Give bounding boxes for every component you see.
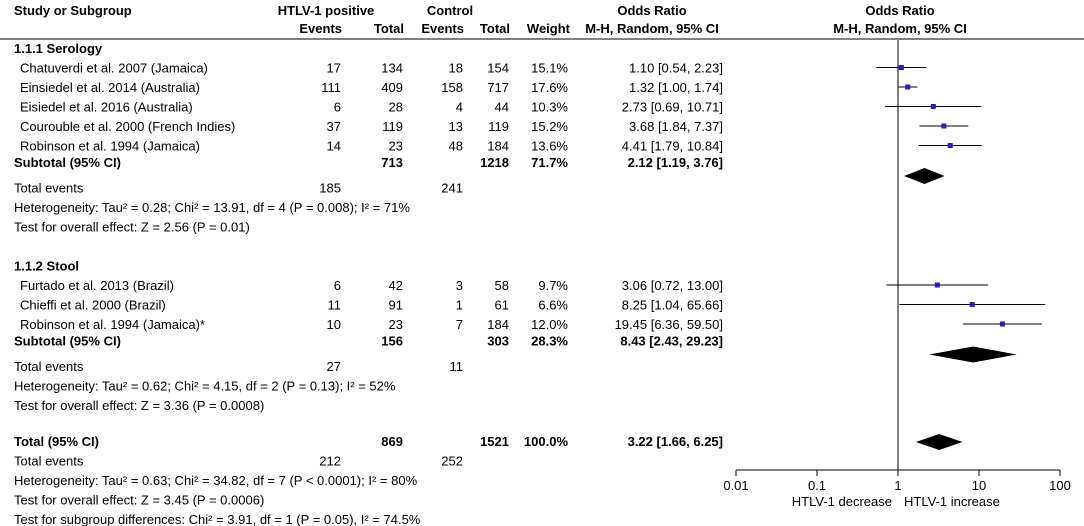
point-estimate (948, 143, 953, 148)
total-2: 119 (488, 119, 509, 134)
study-name: Courouble et al. 2000 (French Indies) (20, 119, 236, 134)
header-total-2: Total (479, 21, 510, 36)
weight-value: 17.6% (531, 80, 568, 95)
total-2: 154 (487, 60, 509, 76)
events-2: 13 (448, 119, 463, 134)
header-or-title: Odds Ratio (617, 3, 687, 18)
total-events-label: Total events (14, 180, 84, 196)
total-1: 42 (388, 278, 403, 293)
x-tick-label: 100 (1049, 478, 1071, 493)
events-2: 3 (455, 278, 463, 293)
subtotal-total-2: 303 (487, 333, 509, 349)
total-events-2: 241 (441, 180, 463, 196)
weight-value: 9.7% (538, 278, 568, 293)
total-1: 134 (381, 60, 403, 76)
subtotal-weight: 71.7% (531, 155, 568, 170)
total-weight: 100.0% (523, 434, 568, 449)
overall-heterogeneity-text: Heterogeneity: Tau² = 0.63; Chi² = 34.82, df = 7 (P < 0.0001); I² = 80% (14, 473, 418, 488)
header-plot-method: M-H, Random, 95% CI (833, 21, 967, 36)
total-1: 409 (381, 80, 403, 95)
or-ci-value: 1.10 [0.54, 2.23] (629, 60, 723, 76)
overall-total-events-2: 252 (441, 453, 463, 469)
subtotal-total-2: 1218 (480, 155, 509, 170)
events-2: 158 (441, 80, 463, 95)
study-name: Chatuverdi et al. 2007 (Jamaica) (20, 60, 208, 76)
or-ci-value: 2.73 [0.69, 10.71] (621, 99, 723, 115)
overall-test-text: Test for overall effect: Z = 3.45 (P = 0.0006) (14, 492, 265, 508)
header-total-1: Total (373, 21, 404, 36)
weight-value: 15.1% (531, 60, 568, 76)
point-estimate (931, 104, 936, 109)
x-label-left: HTLV-1 decrease (791, 494, 892, 509)
heterogeneity-text: Heterogeneity: Tau² = 0.62; Chi² = 4.15, df = 2 (P = 0.13); I² = 52% (14, 378, 396, 394)
subtotal-or-ci: 2.12 [1.19, 3.76] (627, 155, 723, 170)
total-1: 28 (388, 99, 403, 115)
x-label-right: HTLV-1 increase (904, 494, 1000, 509)
events-2: 48 (448, 138, 463, 154)
or-ci-value: 4.41 [1.79, 10.84] (621, 138, 723, 154)
total-or-ci: 3.22 [1.66, 6.25] (627, 434, 723, 449)
events-1: 11 (327, 297, 341, 313)
total-2: 184 (487, 317, 509, 332)
study-name: Robinson et al. 1994 (Jamaica) (20, 138, 200, 154)
weight-value: 13.6% (531, 138, 568, 154)
or-ci-value: 19.45 [6.36, 59.50] (614, 317, 723, 332)
header-plot-title: Odds Ratio (865, 3, 935, 18)
overall-effect-text: Test for overall effect: Z = 2.56 (P = 0.01) (14, 219, 250, 235)
events-1: 17 (326, 60, 341, 76)
total-events-2: 11 (449, 359, 463, 374)
subgroup-heading: 1.1.2 Stool (14, 258, 80, 274)
total-1: 91 (388, 297, 403, 313)
header-group1: HTLV-1 positive (277, 3, 375, 18)
study-name: Eisiedel et al. 2016 (Australia) (20, 99, 193, 115)
point-estimate (899, 65, 904, 70)
point-estimate (905, 85, 910, 90)
x-tick-label: 10 (971, 478, 987, 493)
pooled-diamond (916, 434, 963, 450)
total-events-1: 185 (319, 180, 341, 196)
total-1: 119 (382, 119, 403, 134)
events-1: 10 (326, 317, 341, 332)
events-1: 37 (326, 119, 341, 134)
header-study-label: Study or Subgroup (14, 3, 132, 18)
study-name: Robinson et al. 1994 (Jamaica)* (20, 317, 205, 332)
total-2: 184 (487, 138, 509, 154)
header-events-2: Events (421, 21, 464, 36)
total-total-1: 869 (381, 434, 403, 449)
pooled-diamond (929, 347, 1016, 363)
point-estimate (941, 124, 946, 129)
point-estimate (1000, 322, 1005, 327)
or-ci-value: 1.32 [1.00, 1.74] (629, 80, 723, 95)
point-estimate (970, 302, 975, 307)
table-header (0, 3, 1084, 39)
events-2: 7 (455, 317, 463, 332)
total-1: 23 (388, 317, 403, 332)
x-tick-label: 0.01 (723, 478, 749, 493)
table-rows (14, 41, 723, 526)
weight-value: 6.6% (538, 297, 568, 313)
header-events-1: Events (299, 21, 342, 36)
total-label: Total (95% CI) (14, 434, 99, 449)
total-2: 717 (487, 80, 509, 95)
or-ci-value: 8.25 [1.04, 65.66] (621, 297, 723, 313)
total-events-label: Total events (14, 359, 84, 374)
header-group2: Control (426, 3, 474, 18)
events-2: 4 (455, 99, 463, 115)
weight-value: 15.2% (531, 119, 568, 134)
weight-value: 12.0% (531, 317, 568, 332)
x-tick-label: 0.1 (807, 478, 827, 493)
pooled-diamond (904, 168, 944, 184)
subgroup-heading: 1.1.1 Serology (14, 41, 103, 56)
overall-total-events-1: 212 (319, 453, 341, 469)
weight-value: 10.3% (531, 99, 568, 115)
or-ci-value: 3.68 [1.84, 7.37] (629, 119, 723, 134)
study-name: Chieffi et al. 2000 (Brazil) (20, 297, 166, 313)
events-1: 6 (333, 99, 341, 115)
total-total-2: 1521 (480, 434, 509, 449)
or-ci-value: 3.06 [0.72, 13.00] (621, 278, 723, 293)
subgroup-difference-text: Test for subgroup differences: Chi² = 3.91, df = 1 (P = 0.05), I² = 74.5% (14, 512, 421, 526)
events-1: 111 (321, 80, 341, 95)
overall-total-events-label: Total events (14, 453, 84, 469)
study-name: Einsiedel et al. 2014 (Australia) (20, 80, 200, 95)
events-1: 6 (333, 278, 341, 293)
study-name: Furtado et al. 2013 (Brazil) (20, 278, 174, 293)
total-1: 23 (388, 138, 403, 154)
events-2: 18 (448, 60, 463, 76)
subtotal-total-1: 713 (381, 155, 403, 170)
subtotal-label: Subtotal (95% CI) (14, 333, 121, 349)
header-weight: Weight (526, 21, 570, 36)
plot-area (723, 40, 1071, 509)
subtotal-weight: 28.3% (531, 333, 568, 349)
subtotal-or-ci: 8.43 [2.43, 29.23] (620, 333, 723, 349)
header-or-method: M-H, Random, 95% CI (585, 21, 719, 36)
events-1: 14 (326, 138, 341, 154)
total-2: 44 (494, 99, 509, 115)
events-2: 1 (455, 297, 463, 313)
total-2: 58 (494, 278, 509, 293)
point-estimate (935, 283, 940, 288)
overall-effect-text: Test for overall effect: Z = 3.36 (P = 0.0008) (14, 398, 265, 413)
x-tick-label: 1 (894, 478, 902, 493)
total-events-1: 27 (326, 359, 341, 374)
subtotal-label: Subtotal (95% CI) (14, 155, 121, 170)
heterogeneity-text: Heterogeneity: Tau² = 0.28; Chi² = 13.91, df = 4 (P = 0.008); I² = 71% (14, 200, 410, 215)
subtotal-total-1: 156 (381, 333, 403, 349)
total-2: 61 (494, 297, 509, 313)
